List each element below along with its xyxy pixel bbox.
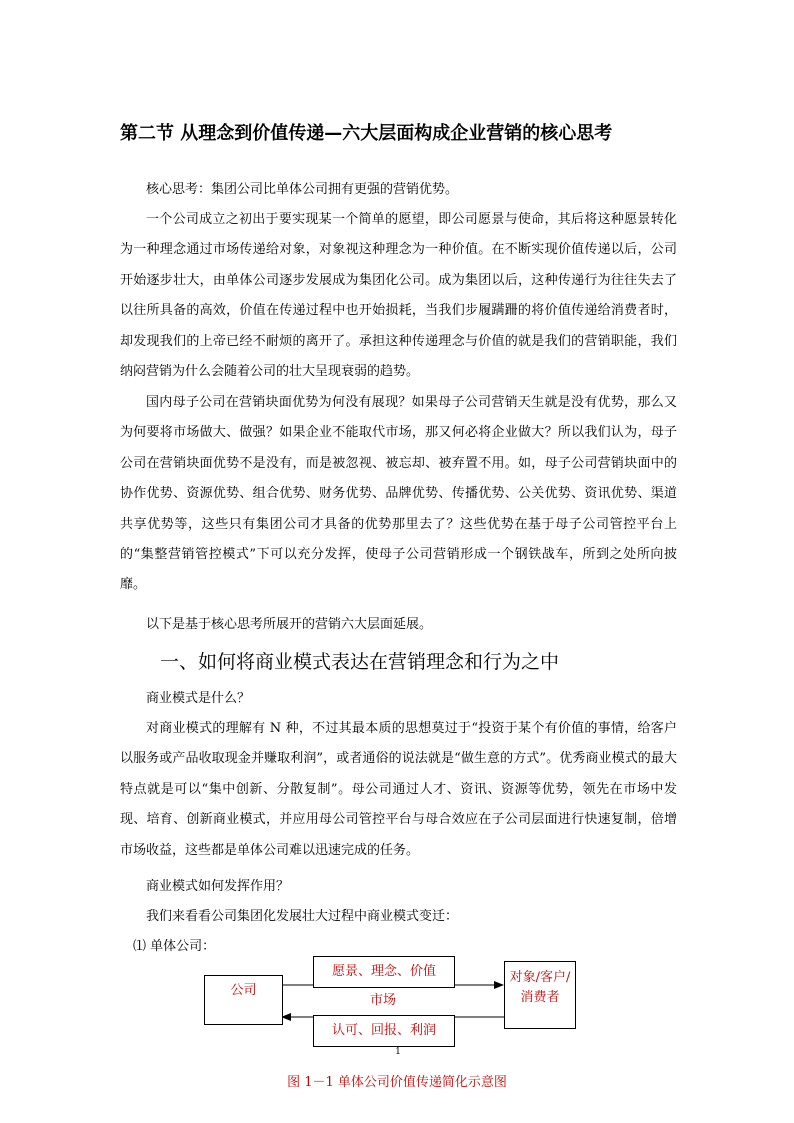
consumer-box [504, 961, 576, 1029]
consumer-label: 对象/客户/消费者 [509, 970, 571, 1005]
vision-label: 愿景、理念、价值 [331, 964, 436, 979]
return-label: 认可、回报、利润 [331, 1023, 436, 1038]
question-what-is-business-model: 商业模式是什么？ [146, 691, 251, 706]
company-box [204, 975, 283, 1025]
company-label: 公司 [230, 983, 257, 998]
page-number: 1 [395, 1047, 401, 1057]
question-how-business-model-works: 商业模式如何发挥作用？ [146, 879, 290, 894]
body-paragraph-5: 我们来看看公司集团化发展壮大过程中商业模式变迁： [146, 909, 459, 924]
figure-caption: 图 1－1 单体公司价值传递简化示意图 [287, 1075, 507, 1090]
body-paragraph-1: 一个公司成立之初出于要实现某一个简单的愿望，即公司愿景与使命，其后将这种愿景转化为一种理念通过市场传递给对象，对象视这种理念为一种价值。在不断实现价值传递以后，公司开始逐步壮大，由单体公司逐步发展成为集团化公司。成为集团以后，这种传递行为往往失去了以往所具备的高效，价值在传递过程中也开始损耗，当我们步履蹒跚的将价值传递给消费者时，却发现我们的上帝已经不耐烦的离开了。承担这种传递理念与价值的就是我们的营销职能，我们纳闷营销为什么会随着公司的壮大呈现衰弱的趋势。 [120, 212, 677, 380]
market-label: 市场 [369, 993, 396, 1008]
list-item-single-company: ⑴ 单体公司： [133, 939, 216, 954]
heading-business-model: 一、如何将商业模式表达在营销理念和行为之中 [160, 651, 560, 673]
body-paragraph-2: 国内母子公司在营销块面优势为何没有展现？如果母子公司营销天生就是没有优势，那么又为何要将市场做大、做强？如果企业不能取代市场，那又何必将企业做大？所以我们认为，母子公司在营销块面优势不是没有，而是被忽视、被忘却、被弃置不用。如，母子公司营销块面中的协作优势、资源优势、组合优势、财务优势、品牌优势、传播优势、公关优势、资讯优势、渠道共享优势等，这些只有集团公司才具备的优势那里去了？这些优势在基于母子公司管控平台上的“集整营销管控模式”下可以充分发挥，使母子公司营销形成一个钢铁战车，所到之处所向披靡。 [120, 395, 677, 593]
core-thinking-paragraph: 核心思考：集团公司比单体公司拥有更强的营销优势。 [146, 182, 459, 197]
body-paragraph-3: 以下是基于核心思考所展开的营销六大层面延展。 [146, 617, 433, 632]
return-box [313, 1015, 455, 1047]
body-paragraph-4: 对商业模式的理解有 N 种，不过其最本质的思想莫过于“投资于某个有价值的事情，给客户以服务或产品收取现金并赚取利润”，或者通俗的说法就是“做生意的方式”。优秀商业模式的最大特点就是可以“集中创新、分散复制”。母公司通过人才、资讯、资源等优势，领先在市场中发现、培育、创新商业模式，并应用母公司管控平台与母合效应在子公司层面进行快速复制，倍增市场收益，这些都是单体公司难以迅速完成的任务。 [120, 721, 677, 858]
section-title: 第二节 从理念到价值传递—六大层面构成企业营销的核心思考 [120, 123, 613, 144]
vision-box [313, 956, 455, 988]
